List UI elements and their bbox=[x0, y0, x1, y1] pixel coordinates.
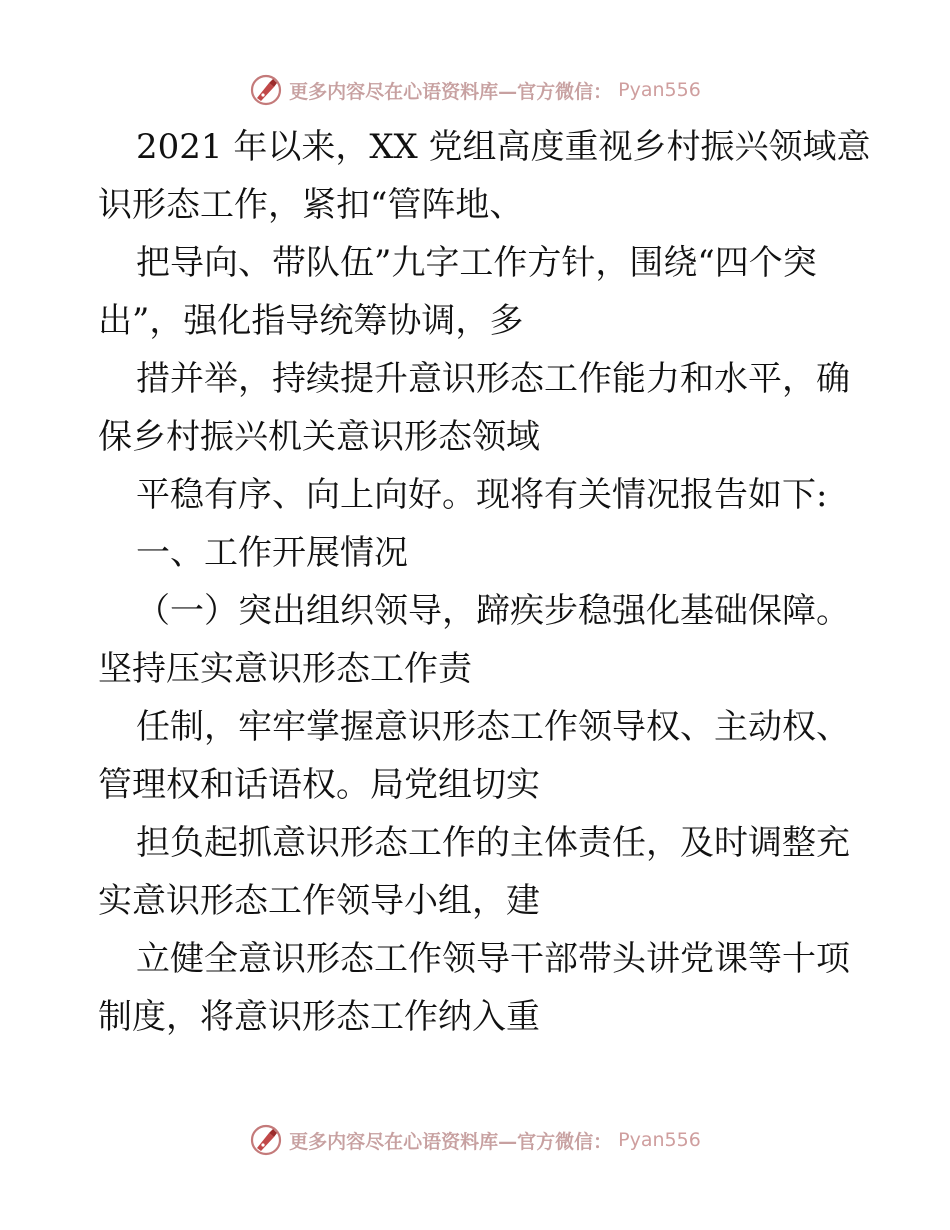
section-heading: 一、工作开展情况 bbox=[136, 533, 408, 573]
text-line: 把导向、带队伍”九字工作方针，围绕“四个突 bbox=[136, 243, 817, 283]
text-line: 措并举，持续提升意识形态工作能力和水平，确 bbox=[136, 359, 850, 399]
footer-watermark bbox=[0, 1120, 950, 1160]
text-line: 实意识形态工作领导小组，建 bbox=[98, 881, 540, 921]
text-line: 担负起抓意识形态工作的主体责任，及时调整充 bbox=[136, 823, 850, 863]
pen-nib-logo-icon bbox=[249, 73, 283, 107]
watermark-site-text: 更多内容尽在心语资料库—官方微信： bbox=[289, 1130, 613, 1153]
text-line: 坚持压实意识形态工作责 bbox=[98, 649, 472, 689]
header-watermark bbox=[0, 70, 950, 110]
text-line: 立健全意识形态工作领导干部带头讲党课等十项 bbox=[136, 939, 850, 979]
document-body bbox=[98, 118, 871, 1046]
text-line: 保乡村振兴机关意识形态领域 bbox=[98, 417, 540, 457]
text-line: 出”，强化指导统筹协调，多 bbox=[98, 301, 524, 341]
text-line: 识形态工作，紧扣“管阵地、 bbox=[98, 185, 524, 225]
watermark-contact: Pyan556 bbox=[618, 1129, 701, 1151]
pen-nib-logo-icon bbox=[249, 1123, 283, 1157]
text-line: 管理权和话语权。局党组切实 bbox=[98, 765, 540, 805]
text-line: 制度，将意识形态工作纳入重 bbox=[98, 997, 540, 1037]
text-line: 2021 年以来，XX 党组高度重视乡村振兴领域意 bbox=[136, 127, 871, 167]
subsection-heading: （一）突出组织领导，蹄疾步稳强化基础保障。 bbox=[136, 591, 850, 631]
watermark-site-text: 更多内容尽在心语资料库—官方微信： bbox=[289, 80, 613, 103]
text-line: 任制，牢牢掌握意识形态工作领导权、主动权、 bbox=[136, 707, 850, 747]
text-line: 平稳有序、向上向好。现将有关情况报告如下: bbox=[136, 475, 828, 515]
watermark-contact: Pyan556 bbox=[618, 79, 701, 101]
